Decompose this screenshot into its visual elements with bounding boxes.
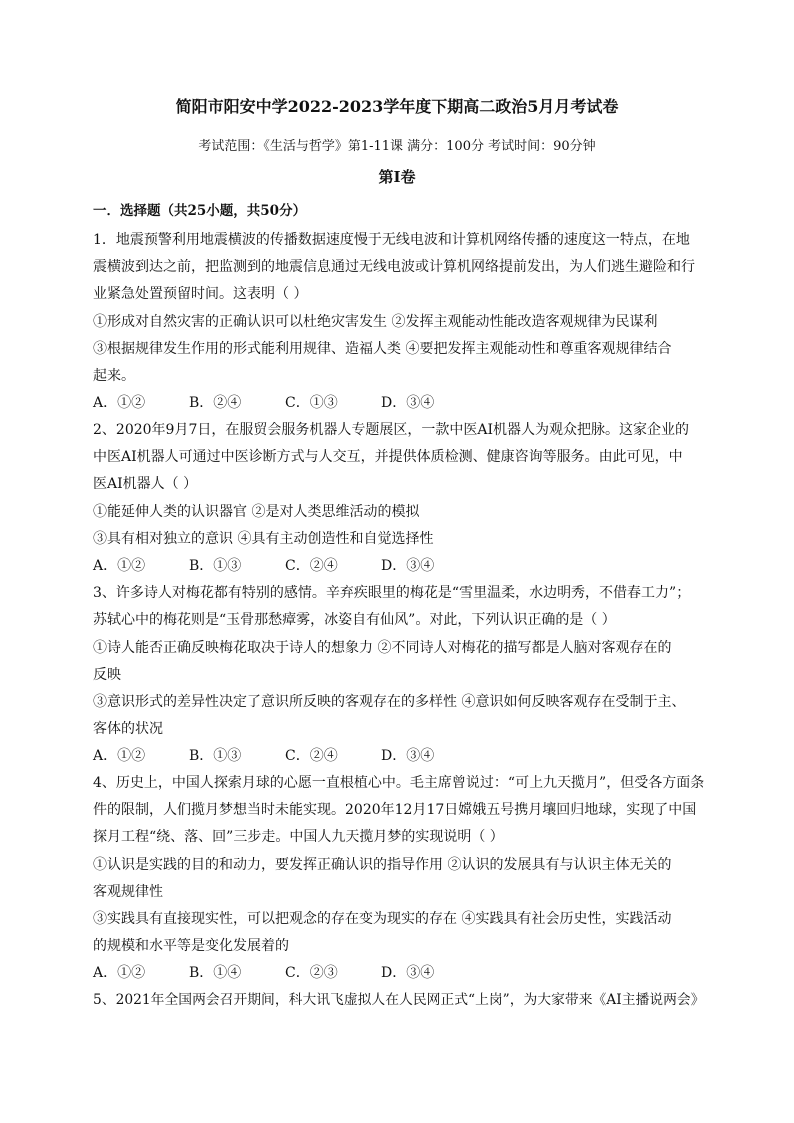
option-b: B．②④ — [189, 395, 242, 411]
option-c: C．①③ — [285, 395, 338, 411]
option-b: B．①③ — [189, 558, 242, 574]
option-a: A．①② — [93, 748, 146, 764]
q3-stem-line: 苏轼心中的梅花则是“玉骨那愁瘴雾，冰姿自有仙风”。对此，下列认识正确的是（ ） — [93, 612, 616, 628]
q1-choice-line: ③根据规律发生作用的形式能利用规律、造福人类 ④要把发挥主观能动性和尊重客观规律结合 — [93, 341, 672, 357]
q2-choice-line: ③具有相对独立的意识 ④具有主动创造性和自觉选择性 — [93, 531, 434, 547]
option-a: A．①② — [93, 395, 146, 411]
q3-choice-line: ③意识形式的差异性决定了意识所反映的客观存在的多样性 ④意识如何反映客观存在受制于主、 — [93, 694, 686, 710]
q1-choice-line: 起来。 — [93, 368, 135, 384]
q2-stem-line: 中医AI机器人可通过中医诊断方式与人交互，并提供体质检测、健康咨询等服务。由此可见，中 — [93, 449, 683, 465]
option-a: A．①② — [93, 965, 146, 981]
exam-subtitle: 考试范围：《生活与哲学》第1-11课 满分：100分 考试时间：90分钟 — [198, 139, 596, 154]
q4-stem-line: 探月工程“绕、落、回”三步走。中国人九天揽月梦的实现说明（ ） — [93, 829, 504, 845]
q4-choice-line: ③实践具有直接现实性，可以把观念的存在变为现实的存在 ④实践具有社会历史性，实践活动 — [93, 911, 672, 927]
q3-stem-line: 3、许多诗人对梅花都有特别的感情。辛弃疾眼里的梅花是“雪里温柔，水边明秀，不借春工力”； — [93, 585, 691, 601]
part-heading: 第Ⅰ卷 — [378, 168, 416, 186]
q3-choice-line: 客体的状况 — [93, 721, 163, 737]
option-d: D．③④ — [381, 395, 435, 411]
q1-stem-line: 1．地震预警利用地震横波的传播数据速度慢于无线电波和计算机网络传播的速度这一特点，在地 — [93, 232, 690, 248]
q4-choice-line: ①认识是实践的目的和动力，要发挥正确认识的指导作用 ②认识的发展具有与认识主体无关的 — [93, 857, 672, 873]
option-c: C．②④ — [285, 748, 338, 764]
q4-choice-line: 的规模和水平等是变化发展着的 — [93, 938, 289, 954]
q4-stem-line: 件的限制，人们揽月梦想当时未能实现。2020年12月17日嫦娥五号携月壤回归地球，实现了中国 — [93, 802, 697, 818]
q4-stem-line: 4、历史上，中国人探索月球的心愿一直根植心中。毛主席曾说过：“可上九天揽月”，但受各方面条 — [93, 775, 705, 791]
option-d: D．③④ — [381, 558, 435, 574]
option-a: A．①② — [93, 558, 146, 574]
option-c: C．②③ — [285, 965, 338, 981]
option-d: D．③④ — [381, 748, 435, 764]
q2-stem-line: 医AI机器人（ ） — [93, 476, 198, 492]
q4-choice-line: 客观规律性 — [93, 884, 163, 900]
q1-stem-line: 业紧急处置预留时间。这表明（ ） — [93, 286, 308, 302]
q2-choice-line: ①能延伸人类的认识器官 ②是对人类思维活动的模拟 — [93, 504, 420, 520]
option-c: C．②④ — [285, 558, 338, 574]
q2-stem-line: 2、2020年9月7日，在服贸会服务机器人专题展区，一款中医AI机器人为观众把脉。这家企业的 — [93, 422, 689, 438]
q5-stem-line: 5、2021年全国两会召开期间，科大讯飞虚拟人在人民网正式“上岗”，为大家带来《AI主播说两会》 — [93, 992, 705, 1008]
option-b: B．①④ — [189, 965, 242, 981]
q1-stem-line: 震横波到达之前，把监测到的地震信息通过无线电波或计算机网络提前发出，为人们逃生避险和行 — [93, 259, 695, 275]
q3-choice-line: 反映 — [93, 667, 121, 683]
section-heading: 一．选择题（共25小题，共50分） — [93, 203, 307, 219]
q3-choice-line: ①诗人能否正确反映梅花取决于诗人的想象力 ②不同诗人对梅花的描写都是人脑对客观存在的 — [93, 640, 672, 656]
q1-choice-line: ①形成对自然灾害的正确认识可以杜绝灾害发生 ②发挥主观能动性能改造客观规律为民谋利 — [93, 314, 658, 330]
option-d: D．③④ — [381, 965, 435, 981]
exam-title: 简阳市阳安中学2022-2023学年度下期高二政治5月月考试卷 — [175, 97, 619, 116]
option-b: B．①③ — [189, 748, 242, 764]
